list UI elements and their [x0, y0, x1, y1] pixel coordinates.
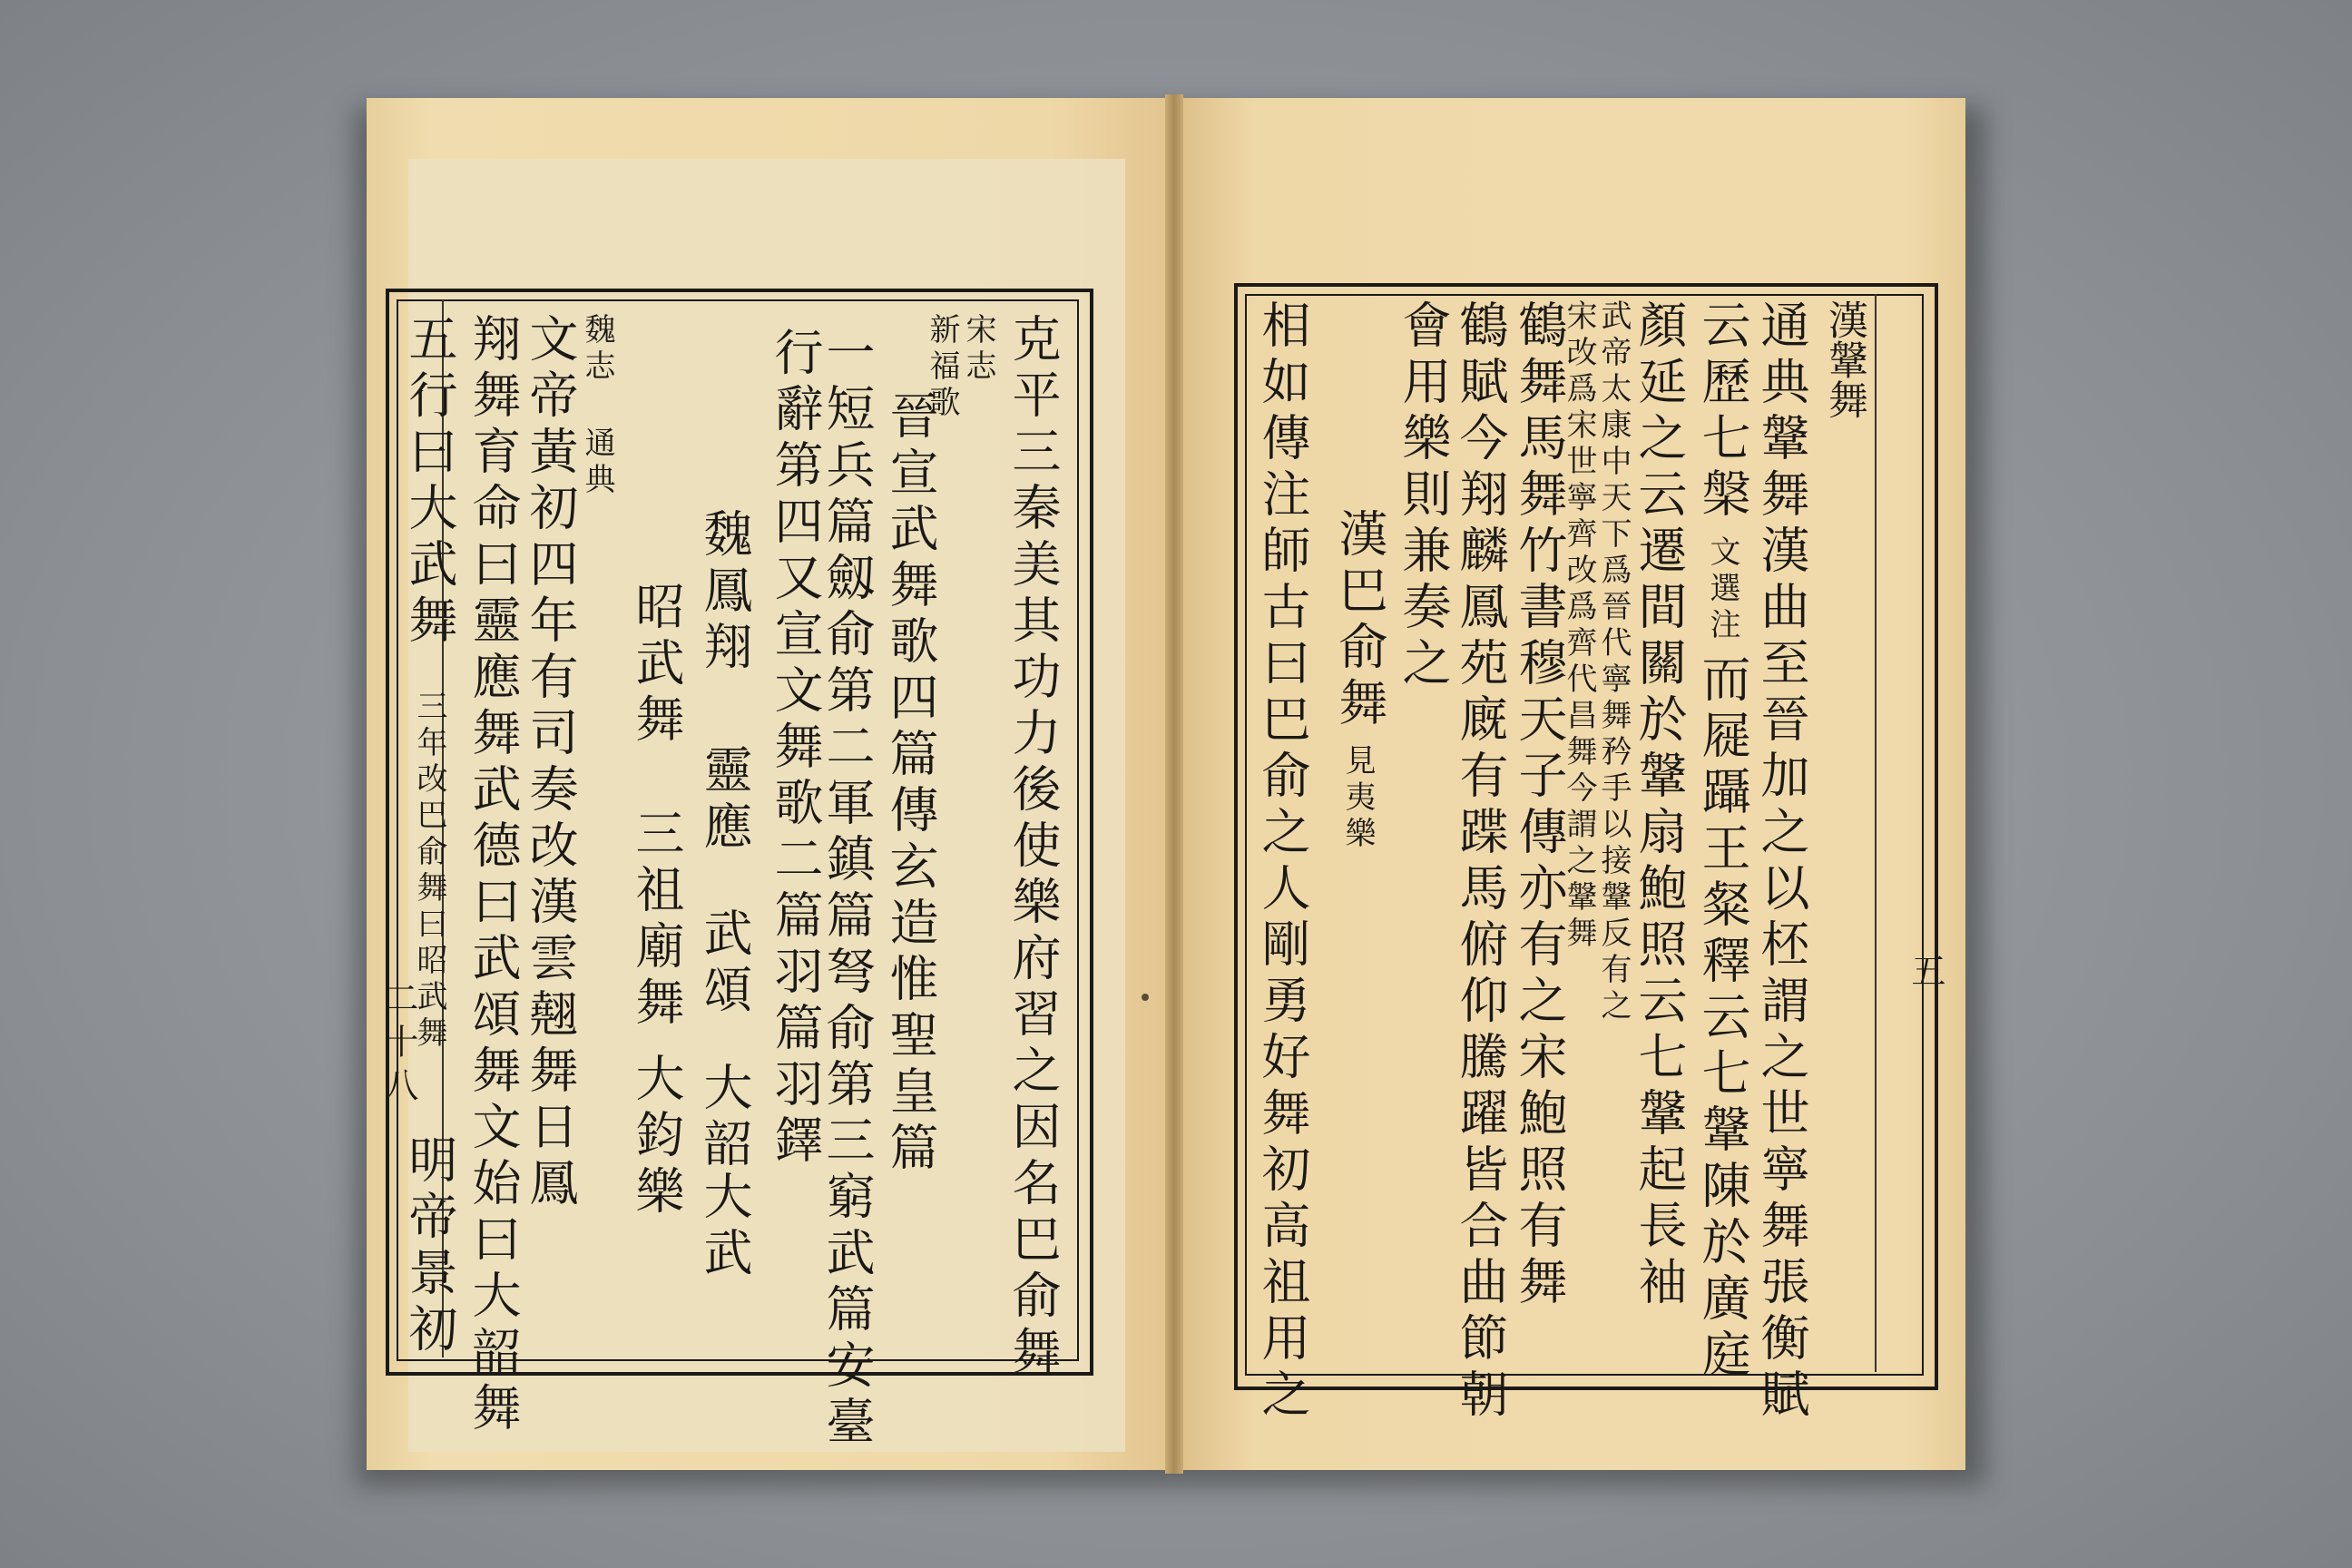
left-col-weizhi: 魏志 [579, 313, 615, 386]
left-col-wei-4: 大韶 [696, 1062, 753, 1174]
right-section-heading: 漢鞶舞 [1821, 299, 1867, 419]
right-col-8: 漢巴俞舞 [1331, 508, 1388, 733]
left-col-wei-2: 靈應 [696, 744, 753, 857]
right-col-9: 相如傳注師古曰巴俞之人剛勇好舞初高祖用之 [1254, 299, 1311, 1425]
left-col-9: 翔舞育命曰靈應舞武德曰武頌舞文始曰大韶舞 [465, 313, 522, 1438]
left-col-10b: 三年改巴俞舞曰昭武舞 [411, 690, 447, 1053]
left-col-wei-1: 魏鳳翔 [696, 508, 753, 677]
right-col-6: 鶴賦今翔麟鳳苑廐有蹀馬俯仰騰躍皆合曲節朝 [1452, 299, 1509, 1425]
right-col-8-note: 見夷樂 [1339, 744, 1376, 853]
right-col-2a: 云歷七槃 [1694, 299, 1751, 524]
left-col-3: 晉宣武舞歌四篇傳玄造惟聖皇篇 [882, 390, 939, 1178]
left-col-zhao-1: 昭武舞 [628, 581, 685, 750]
left-col-wei-5: 大武 [696, 1171, 753, 1283]
right-col-1: 通典鞶舞漢曲至晉加之以柸謂之世寧舞張衡賦 [1753, 299, 1810, 1425]
left-folio: 二十八 [378, 980, 418, 1111]
left-col-2-note: 新福歌 [924, 313, 960, 422]
left-col-2-heading: 宋志 [960, 313, 996, 386]
right-col-2-note: 文選注 [1704, 535, 1740, 644]
left-col-zhao-2: 三祖廟舞 [628, 808, 685, 1033]
binding-hole [1142, 994, 1149, 1001]
right-col-4-note-a: 武帝太康中天下爲晉代寧舞矜手以接鞶反有之 [1595, 299, 1632, 1025]
left-col-5: 行辭第四又宣文舞歌二篇羽篇羽鐸 [767, 327, 824, 1171]
left-col-4: 一短兵篇劔俞第二軍鎮篇弩俞第三窮武篇安臺 [818, 327, 876, 1452]
right-col-2b: 而屣躡王粲釋云七鞶陳於廣庭 [1694, 653, 1751, 1385]
left-col-wei-3: 武頌 [696, 907, 753, 1020]
left-col-tongdian: 通典 [579, 426, 615, 499]
right-col-3: 顏延之云遷間關於鞶扇鮑照云七鞶起長袖 [1631, 299, 1688, 1312]
right-col-7: 會用樂則兼奏之 [1395, 299, 1452, 693]
left-col-10a: 五行曰大武舞 [401, 313, 458, 651]
right-folio: 五 [1906, 953, 1945, 996]
right-margin-rule [1875, 294, 1877, 1372]
left-col-10c: 明帝景初 [401, 1134, 458, 1359]
right-col-4-note-b: 宋改爲宋世寧齊改爲齊代昌舞今謂之鞶舞 [1561, 299, 1597, 953]
book-spine [1165, 94, 1183, 1474]
left-col-1: 克平三秦美其功力後使樂府習之因名巴俞舞 [1004, 313, 1062, 1382]
left-col-zhao-3: 大鈞樂 [628, 1053, 685, 1221]
left-col-8: 文帝黃初四年有司奏改漢雲翹舞日鳳 [522, 313, 579, 1213]
right-col-5: 鶴舞馬舞竹書穆天子傳亦有之宋鮑照有舞 [1511, 299, 1568, 1312]
